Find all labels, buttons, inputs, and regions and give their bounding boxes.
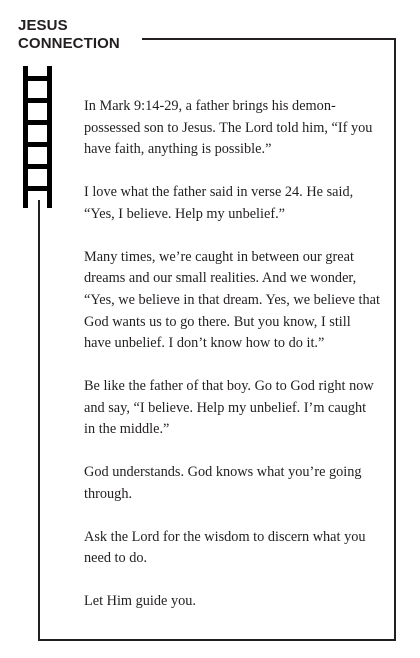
frame-top-border	[142, 38, 396, 40]
devotional-text	[84, 96, 380, 634]
paragraph-6: Ask the Lord for the wisdom to discern what you need to do.	[84, 528, 366, 567]
paragraph-4: Be like the father of that boy. Go to God right now and say, “I believe. Help my unbelief. I’m caught in the middle.”	[84, 378, 374, 438]
ladder-icon	[22, 66, 54, 208]
paragraph-7: Let Him guide you.	[84, 593, 196, 610]
paragraph-3: Many times, we’re caught in between our great dreams and our small realities. And we wonder, “Yes, we believe in that dream. Yes, we believe that God wants us to go there. But you know, I still have unbelief. I don’t know how to do it.”	[84, 248, 380, 352]
paragraph-5: God understands. God knows what you’re going through.	[84, 464, 362, 502]
heading-line-2: CONNECTION	[18, 35, 120, 52]
paragraph-2: I love what the father said in verse 24. He said, “Yes, I believe. Help my unbelief.”	[84, 184, 354, 222]
heading-line-1: JESUS	[18, 17, 68, 34]
frame-left-border	[38, 200, 40, 641]
paragraph-1: In Mark 9:14-29, a father brings his demon-possessed son to Jesus. The Lord told him, “If you have faith, anything is possible.”	[84, 98, 373, 158]
